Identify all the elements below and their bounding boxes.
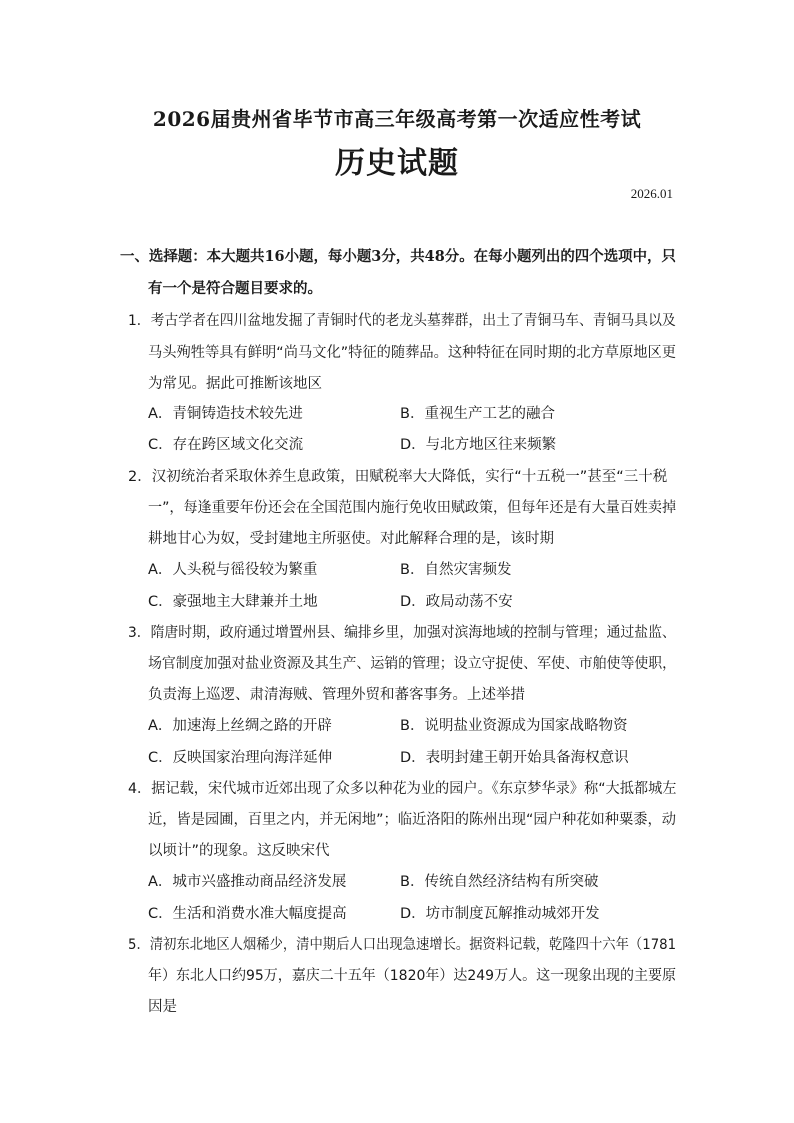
question-3-option-a[interactable]: A．加速海上丝绸之路的开辟 (148, 718, 332, 734)
exam-title: 2026届贵州省毕节市高三年级高考第一次适应性考试 (152, 107, 642, 131)
question-4-line-2: 近，皆是园圃，百里之内，并无闲地”；临近洛阳的陈州出现“园户种花如种粟黍，动 (148, 812, 677, 828)
section-instruction-line-1: 一、选择题：本大题共16小题，每小题3分，共48分。在每小题列出的四个选项中，只 (120, 248, 676, 265)
question-3-option-d[interactable]: D．表明封建王朝开始具备海权意识 (400, 750, 629, 766)
question-4-option-b[interactable]: B．传统自然经济结构有所突破 (400, 874, 599, 890)
question-5-line-1: 5．清初东北地区人烟稀少，清中期后人口出现急速增长。据资料记载，乾隆四十六年（1781 (128, 937, 677, 953)
question-2-option-d[interactable]: D．政局动荡不安 (400, 594, 513, 610)
question-5-line-2: 年）东北人口约95万，嘉庆二十五年（1820年）达249万人。这一现象出现的主要原 (148, 968, 677, 984)
question-1-option-c[interactable]: C．存在跨区域文化交流 (148, 437, 304, 453)
question-1-option-a[interactable]: A．青铜铸造技术较先进 (148, 406, 303, 422)
question-4-line-3: 以顷计”的现象。这反映宋代 (148, 843, 330, 859)
question-3-line-1: 3．隋唐时期，政府通过增置州县、编排乡里，加强对滨海地域的控制与管理；通过盐监、 (128, 625, 676, 641)
question-1-line-2: 马头殉牲等具有鲜明“尚马文化”特征的随葬品。这种特征在同时期的北方草原地区更 (148, 345, 677, 361)
question-4-option-c[interactable]: C．生活和消费水准大幅度提高 (148, 906, 347, 922)
question-2-line-2: 一”，每逢重要年份还会在全国范围内施行免收田赋政策，但每年还是有大量百姓卖掉 (148, 500, 677, 516)
question-4-option-a[interactable]: A．城市兴盛推动商品经济发展 (148, 874, 347, 890)
question-1-line-3: 为常见。据此可推断该地区 (148, 376, 322, 392)
question-1-line-1: 1．考古学者在四川盆地发掘了青铜时代的老龙头墓葬群，出土了青铜马车、青铜马具以及 (128, 313, 676, 329)
question-5-line-3: 因是 (148, 999, 177, 1015)
question-1-option-d[interactable]: D．与北方地区往来频繁 (400, 437, 557, 453)
question-3-line-2: 场官制度加强对盐业资源及其生产、运销的管理；设立守捉使、军使、市舶使等使职， (148, 656, 677, 672)
question-3-option-b[interactable]: B．说明盐业资源成为国家战略物资 (400, 718, 628, 734)
question-2-line-1: 2．汉初统治者采取休养生息政策，田赋税率大大降低，实行“十五税一”甚至“三十税 (128, 469, 668, 485)
question-2-option-a[interactable]: A．人头税与徭役较为繁重 (148, 562, 318, 578)
question-4-option-d[interactable]: D．坊市制度瓦解推动城郊开发 (400, 906, 600, 922)
question-2-line-3: 耕地甘心为奴，受封建地主所驱使。对此解释合理的是，该时期 (148, 531, 554, 547)
question-3-option-c[interactable]: C．反映国家治理向海洋延伸 (148, 750, 333, 766)
question-3-line-3: 负责海上巡逻、肃清海贼、管理外贸和蕃客事务。上述举措 (148, 687, 525, 703)
question-2-option-b[interactable]: B．自然灾害频发 (400, 562, 512, 578)
question-1-option-b[interactable]: B．重视生产工艺的融合 (400, 406, 555, 422)
subject-title: 历史试题 (335, 146, 459, 181)
exam-date: 2026.01 (630, 186, 673, 201)
question-4-line-1: 4．据记载，宋代城市近郊出现了众多以种花为业的园户。《东京梦华录》称“大抵都城左 (128, 781, 677, 797)
section-instruction-line-2: 有一个是符合题目要求的。 (148, 280, 322, 297)
question-2-option-c[interactable]: C．豪强地主大肆兼并土地 (148, 594, 318, 610)
